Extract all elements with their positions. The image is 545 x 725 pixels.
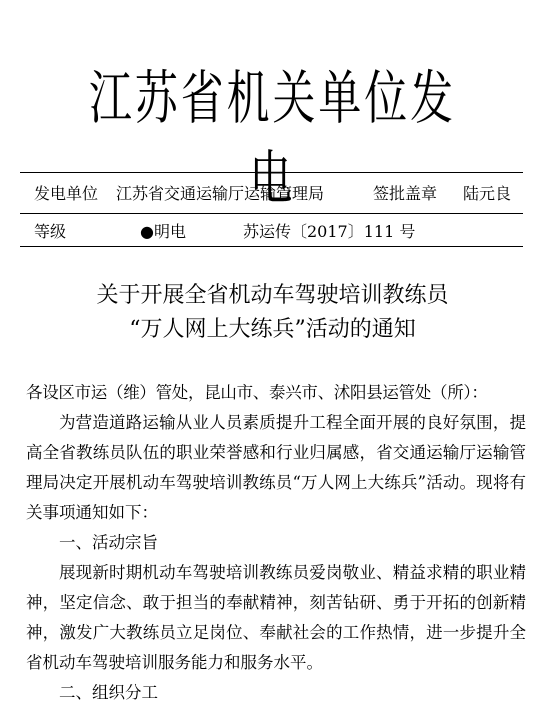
doc-title-line1: 关于开展全省机动车驾驶培训教练员 — [96, 283, 449, 308]
sender-value: 江苏省交通运输厅运输管理局 — [116, 184, 325, 203]
paragraph-purpose: 展现新时期机动车驾驶培训教练员爱岗敬业、精益求精的职业精神，坚定信念、敢于担当的奉献精神，刻苦钻研、勇于开拓的创新精神，激发广大教练员立足岗位、奉献社会的工作热情，进一步提升全省机动车驾驶培训服务能力和服务水平。 — [26, 563, 526, 672]
divider-middle — [20, 213, 523, 214]
addressee: 各设区市运（维）管处，昆山市、泰兴市、沭阳县运管处（所）： — [26, 383, 488, 402]
divider-bottom — [20, 246, 523, 247]
sender-label: 发电单位 — [34, 184, 99, 203]
document-body — [26, 378, 526, 708]
level-label: 等级 — [34, 222, 67, 241]
divider-top — [20, 172, 523, 173]
approver-name: 陆元良 — [463, 184, 512, 203]
doc-title-line2: “万人网上大练兵”活动的通知 — [129, 317, 416, 342]
section-heading-1: 一、活动宗旨 — [59, 533, 158, 552]
banner-title: 江苏省机关单位发电 — [88, 64, 457, 212]
section-heading-2: 二、组织分工 — [59, 683, 158, 702]
paragraph-intro: 为营造道路运输从业人员素质提升工程全面开展的良好氛围，提高全省教练员队伍的职业荣誉感和行业归属感，省交通运输厅运输管理局决定开展机动车驾驶培训教练员“万人网上大练兵”活动。现将有关事项通知如下： — [26, 413, 526, 522]
doc-number: 苏运传〔2017〕111 号 — [243, 222, 416, 241]
level-value: ●明电 — [140, 222, 186, 241]
approval-label: 签批盖章 — [373, 184, 438, 203]
